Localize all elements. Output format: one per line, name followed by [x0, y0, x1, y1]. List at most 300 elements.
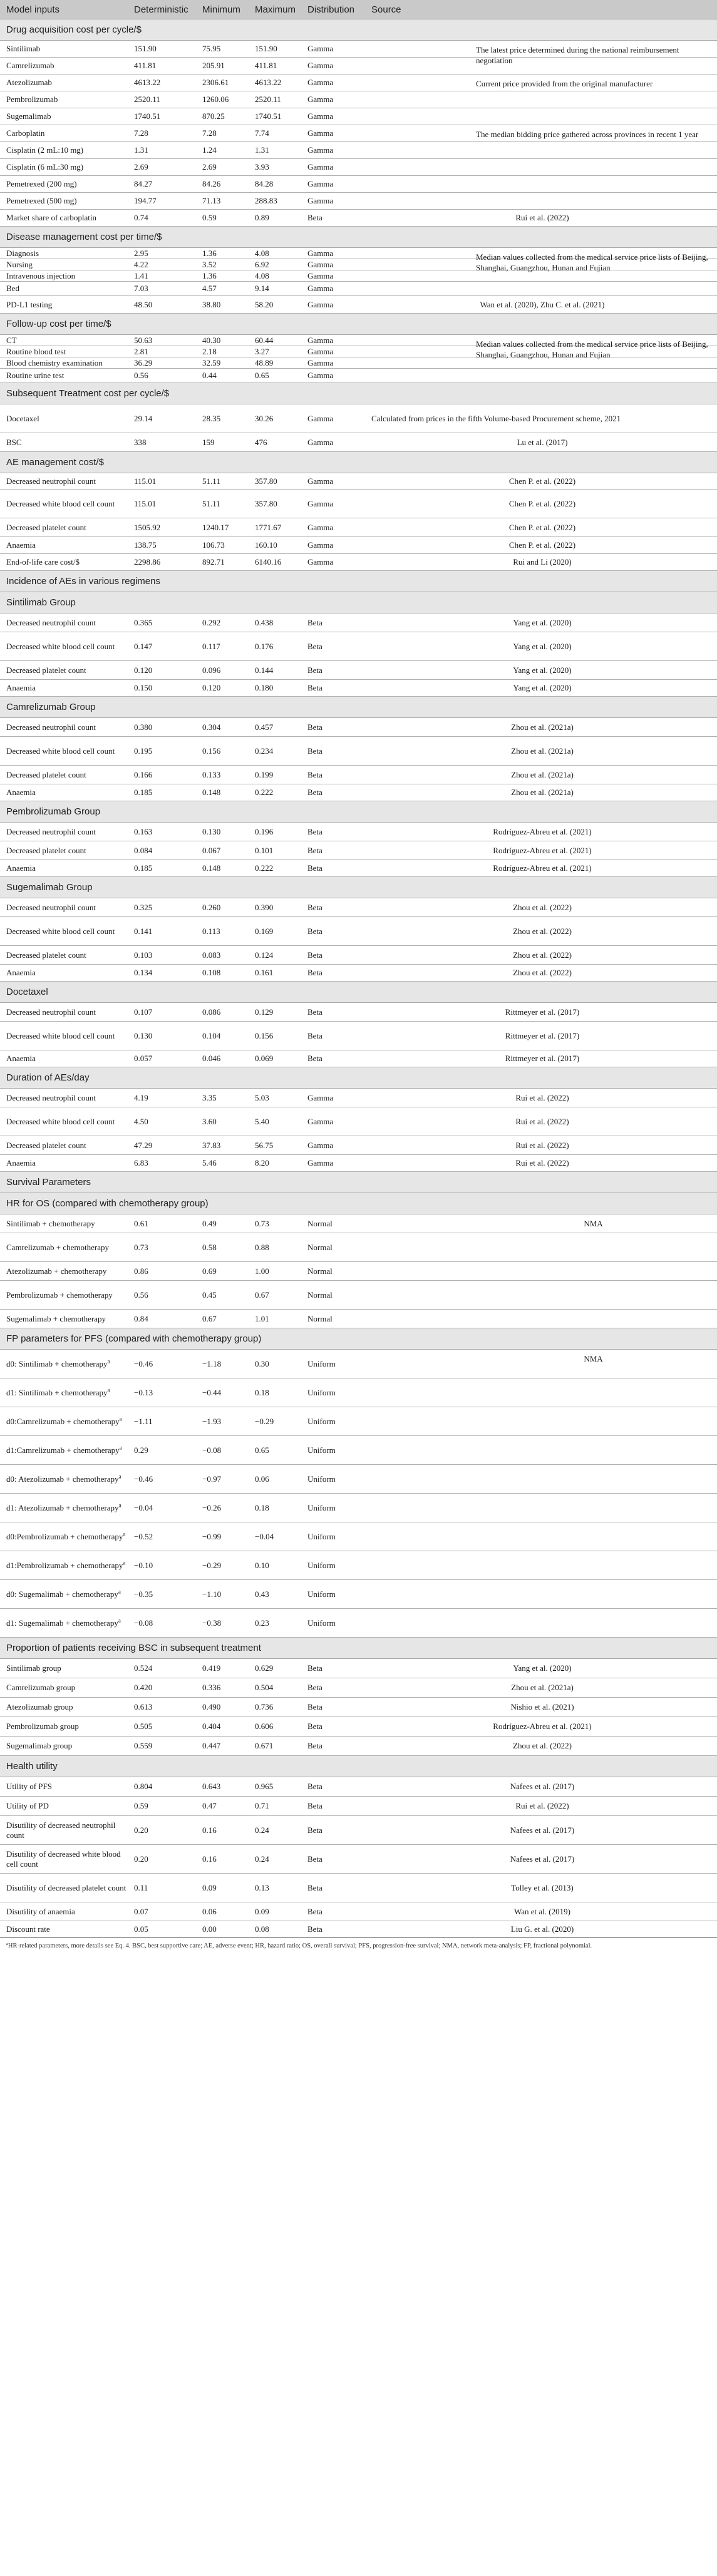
cell-model-input-text: Decreased white blood cell count: [6, 1116, 115, 1126]
cell-distribution: Beta: [307, 1924, 322, 1934]
cell-model-input-text: Decreased white blood cell count: [6, 498, 115, 508]
cell-model-input-text: Anaemia: [6, 1158, 36, 1167]
table-row: [0, 841, 717, 860]
cell-model-input-text: d0: Sintilimab + chemotherapy: [6, 1358, 108, 1368]
cell-model-input-text: Disutility of anaemia: [6, 1906, 75, 1916]
cell-source: Rittmeyer et al. (2017): [505, 1054, 580, 1063]
cell-maximum: 0.965: [255, 1782, 274, 1791]
cell-distribution: Uniform: [307, 1618, 336, 1628]
cell-maximum: 60.44: [255, 335, 274, 345]
cell-minimum: 0.67: [202, 1313, 217, 1323]
table-row: [0, 784, 717, 801]
cell-deterministic: 0.86: [134, 1266, 148, 1276]
cell-maximum: 0.169: [255, 926, 274, 936]
table-footnote: ªHR-related parameters, more details see Eq. 4. BSC, best supportive care; AE, adverse event; HR, hazard ratio; OS, overall survival; PFS, progression-free survival; NMA, network meta-analysis; FP, fractional polynomial.: [0, 1937, 717, 1954]
cell-model-input: [0, 683, 132, 693]
cell-deterministic: 0.524: [134, 1663, 153, 1673]
cell-distribution: Gamma: [307, 270, 334, 280]
cell-model-input: [0, 1031, 132, 1041]
group-source: NMA: [584, 1354, 603, 1363]
cell-source: Wan et al. (2020), Zhu C. et al. (2021): [480, 299, 605, 309]
cell-model-input: [0, 968, 132, 978]
cell-distribution: Gamma: [307, 196, 334, 205]
table-row: [0, 1816, 717, 1845]
cell-minimum: 1.36: [202, 248, 217, 258]
cell-deterministic: 7.03: [134, 284, 148, 293]
section-title: Camrelizumab Group: [6, 702, 96, 712]
cell-distribution: Gamma: [307, 540, 334, 550]
cell-distribution: Gamma: [307, 371, 334, 380]
cell-deterministic: 0.195: [134, 746, 153, 756]
cell-model-input: [0, 179, 132, 189]
cell-model-input: [0, 1054, 132, 1064]
cell-deterministic: −1.11: [134, 1416, 153, 1426]
cell-distribution: Beta: [307, 1054, 322, 1063]
cell-model-input-text: Pembrolizumab + chemotherapy: [6, 1290, 113, 1300]
table-row: [0, 766, 717, 784]
cell-maximum: 8.20: [255, 1158, 269, 1167]
cell-model-input-text: Decreased platelet count: [6, 1140, 86, 1150]
footnote-marker: a: [123, 1531, 126, 1537]
cell-minimum: 870.25: [202, 111, 225, 121]
cell-deterministic: 2.81: [134, 346, 148, 356]
row-group: [0, 125, 717, 210]
cell-model-input-text: d0:Camrelizumab + chemotherapy: [6, 1416, 120, 1426]
cell-model-input: [0, 249, 132, 259]
cell-deterministic: −0.04: [134, 1502, 153, 1512]
cell-model-input: [0, 371, 132, 381]
cell-model-input-text: d0: Sugemalimab + chemotherapy: [6, 1589, 118, 1599]
cell-distribution: Beta: [307, 902, 322, 912]
table-row: [0, 1874, 717, 1902]
footnote-marker: a: [123, 1560, 126, 1566]
cell-source: Zhou et al. (2021a): [511, 769, 574, 779]
section-header: [0, 452, 717, 473]
cell-model-input: [0, 111, 132, 121]
cell-model-input-text: Camrelizumab: [6, 61, 54, 70]
cell-deterministic: 0.130: [134, 1030, 153, 1040]
cell-minimum: 0.44: [202, 371, 217, 380]
cell-model-input-text: Utility of PD: [6, 1801, 49, 1810]
cell-deterministic: 0.103: [134, 950, 153, 960]
cell-deterministic: 0.166: [134, 769, 153, 779]
section-header: [0, 1328, 717, 1350]
cell-model-input: [0, 1314, 132, 1324]
cell-deterministic: 0.163: [134, 826, 153, 836]
cell-model-input: [0, 665, 132, 675]
cell-minimum: 1.36: [202, 270, 217, 280]
cell-model-input-text: Atezolizumab: [6, 78, 52, 87]
cell-deterministic: 50.63: [134, 335, 153, 345]
cell-source: Zhou et al. (2022): [513, 926, 572, 936]
cell-source: Zhou et al. (2021a): [511, 722, 574, 732]
table-row: [0, 1551, 717, 1580]
cell-model-input: [0, 1663, 132, 1673]
cell-model-input: [0, 336, 132, 346]
cell-model-input-text: Discount rate: [6, 1924, 50, 1934]
cell-source: Zhou et al. (2021a): [511, 788, 574, 797]
table-row: [0, 718, 717, 737]
cell-distribution: Uniform: [307, 1445, 336, 1455]
col-header-input: Model inputs: [6, 4, 60, 15]
cell-deterministic: 0.804: [134, 1782, 153, 1791]
table-row: [0, 369, 717, 383]
cell-model-input: [0, 722, 132, 732]
table-row: [0, 296, 717, 314]
footnote-marker: a: [119, 1416, 122, 1422]
cell-minimum: 38.80: [202, 299, 221, 309]
cell-model-input-text: Nursing: [6, 259, 33, 269]
cell-model-input-text: Pemetrexed (500 mg): [6, 196, 77, 205]
cell-minimum: −1.18: [202, 1358, 222, 1368]
cell-source: Liu G. et al. (2020): [510, 1924, 574, 1934]
table-row: [0, 1003, 717, 1022]
cell-model-input-text: Disutility of decreased white blood cell count: [6, 1849, 121, 1869]
table-row: [0, 1050, 717, 1067]
cell-source: Rodríguez-Abreu et al. (2021): [493, 845, 592, 855]
section-header: [0, 227, 717, 248]
cell-distribution: Beta: [307, 1683, 322, 1692]
row-group: [0, 41, 717, 74]
group-source: Median values collected from the medical service price lists of Beijing, Shanghai, Guangzhou, Hunan and Fujian: [476, 252, 708, 272]
cell-distribution: Gamma: [307, 1140, 334, 1150]
cell-model-input: [0, 476, 132, 486]
cell-maximum: 0.144: [255, 665, 274, 675]
cell-deterministic: 0.141: [134, 926, 153, 936]
cell-distribution: Normal: [307, 1290, 333, 1300]
section-title: Follow-up cost per time/$: [6, 319, 111, 329]
cell-distribution: Beta: [307, 641, 322, 651]
row-group: [0, 74, 717, 125]
cell-deterministic: 47.29: [134, 1140, 153, 1150]
cell-minimum: 0.16: [202, 1854, 217, 1864]
cell-distribution: Beta: [307, 1030, 322, 1040]
cell-maximum: 0.629: [255, 1663, 274, 1673]
cell-minimum: 0.096: [202, 665, 221, 675]
cell-model-input-text: d1: Sintilimab + chemotherapy: [6, 1387, 108, 1397]
cell-model-input: [0, 1532, 132, 1542]
section-title: Sintilimab Group: [6, 597, 76, 608]
cell-minimum: 32.59: [202, 357, 221, 367]
cell-maximum: −0.04: [255, 1531, 274, 1541]
cell-distribution: Uniform: [307, 1589, 336, 1599]
cell-deterministic: −0.10: [134, 1560, 153, 1570]
cell-minimum: 0.083: [202, 950, 221, 960]
cell-deterministic: 0.20: [134, 1825, 148, 1835]
footnote-marker: a: [118, 1589, 121, 1595]
cell-distribution: Uniform: [307, 1531, 336, 1541]
cell-model-input-text: Sugemalimab + chemotherapy: [6, 1313, 106, 1323]
cell-maximum: 0.88: [255, 1242, 269, 1252]
cell-deterministic: 151.90: [134, 44, 157, 53]
cell-model-input-text: d0: Atezolizumab + chemotherapy: [6, 1474, 119, 1484]
cell-deterministic: 0.20: [134, 1854, 148, 1864]
section-header: [0, 1172, 717, 1193]
cell-model-input-text: Sugemalimab group: [6, 1741, 73, 1750]
cell-source: Rui et al. (2022): [515, 1801, 569, 1810]
cell-model-input-text: Routine urine test: [6, 371, 64, 380]
cell-distribution: Beta: [307, 1741, 322, 1750]
cell-distribution: Gamma: [307, 128, 334, 138]
cell-maximum: 0.069: [255, 1054, 274, 1063]
cell-deterministic: 0.420: [134, 1683, 153, 1692]
cell-deterministic: −0.08: [134, 1618, 153, 1628]
cell-minimum: 7.28: [202, 128, 217, 138]
cell-deterministic: 194.77: [134, 196, 157, 205]
cell-source: Yang et al. (2020): [513, 641, 572, 651]
table-row: [0, 898, 717, 917]
cell-source: Zhou et al. (2021a): [511, 1683, 574, 1692]
cell-model-input: [0, 196, 132, 206]
cell-minimum: 0.06: [202, 1906, 217, 1916]
cell-model-input-text: Decreased white blood cell count: [6, 746, 115, 756]
cell-model-input: [0, 271, 132, 281]
cell-minimum: −0.26: [202, 1502, 222, 1512]
cell-source: Yang et al. (2020): [513, 683, 572, 692]
cell-model-input: [0, 260, 132, 270]
cell-maximum: 0.156: [255, 1030, 274, 1040]
footnote-marker: a: [118, 1502, 121, 1509]
cell-maximum: 0.73: [255, 1218, 269, 1228]
cell-minimum: 0.45: [202, 1290, 217, 1300]
cell-model-input-text: d1:Pembrolizumab + chemotherapy: [6, 1560, 123, 1570]
cell-deterministic: 0.505: [134, 1722, 153, 1731]
cell-model-input: [0, 213, 132, 223]
cell-minimum: 0.69: [202, 1266, 217, 1276]
cell-distribution: Gamma: [307, 145, 334, 155]
cell-model-input-text: Bed: [6, 284, 19, 293]
cell-deterministic: 2520.11: [134, 95, 160, 104]
cell-model-input: [0, 1924, 132, 1934]
group-source: Current price provided from the original manufacturer: [476, 79, 653, 88]
cell-deterministic: 1505.92: [134, 522, 161, 532]
cell-model-input-text: d1: Sugemalimab + chemotherapy: [6, 1618, 118, 1628]
cell-maximum: 0.438: [255, 617, 274, 627]
cell-minimum: 37.83: [202, 1140, 221, 1150]
cell-deterministic: 48.50: [134, 299, 153, 309]
cell-model-input-text: Decreased neutrophil count: [6, 476, 96, 486]
col-header-maximum: Maximum: [255, 4, 296, 15]
cell-deterministic: 0.380: [134, 722, 153, 732]
cell-minimum: 3.35: [202, 1092, 217, 1102]
table-row: [0, 946, 717, 965]
section-title: FP parameters for PFS (compared with chemotherapy group): [6, 1333, 262, 1344]
cell-model-input-text: d1:Camrelizumab + chemotherapy: [6, 1445, 120, 1455]
table-row: [0, 1717, 717, 1737]
table-row: [0, 91, 717, 108]
cell-maximum: 4.08: [255, 270, 269, 280]
cell-model-input-text: Pemetrexed (200 mg): [6, 179, 77, 188]
cell-model-input-text: Camrelizumab group: [6, 1683, 76, 1692]
cell-maximum: 0.222: [255, 863, 274, 873]
cell-model-input-text: Decreased platelet count: [6, 665, 86, 675]
cell-model-input-text: Anaemia: [6, 788, 36, 797]
cell-model-input-text: BSC: [6, 437, 22, 447]
table-row: [0, 1580, 717, 1609]
section-header: [0, 1067, 717, 1089]
cell-source: Yang et al. (2020): [513, 1663, 572, 1673]
cell-deterministic: 0.11: [134, 1882, 148, 1892]
cell-deterministic: 0.150: [134, 683, 153, 692]
cell-minimum: 892.71: [202, 557, 225, 567]
table-row: [0, 1737, 717, 1756]
cell-model-input: [0, 414, 132, 424]
table-row: [0, 1698, 717, 1717]
cell-minimum: 2.18: [202, 346, 217, 356]
cell-source: Lu et al. (2017): [517, 437, 568, 447]
col-header-minimum: Minimum: [202, 4, 240, 15]
cell-maximum: 0.13: [255, 1882, 269, 1892]
cell-model-input-text: Pembrolizumab: [6, 95, 58, 104]
cell-model-input: [0, 540, 132, 550]
cell-maximum: 1740.51: [255, 111, 282, 121]
cell-distribution: Beta: [307, 1007, 322, 1017]
cell-distribution: Beta: [307, 683, 322, 692]
table-row: [0, 613, 717, 632]
table-row: [0, 473, 717, 490]
cell-model-input: [0, 1782, 132, 1792]
cell-model-input: [0, 1820, 132, 1840]
cell-maximum: 0.390: [255, 902, 274, 912]
cell-model-input: [0, 1722, 132, 1732]
cell-model-input: [0, 1117, 132, 1127]
cell-model-input: [0, 1243, 132, 1253]
section-header: [0, 697, 717, 718]
table-row: [0, 632, 717, 661]
cell-maximum: 0.199: [255, 769, 274, 779]
cell-maximum: 2520.11: [255, 95, 281, 104]
cell-minimum: 0.47: [202, 1801, 217, 1810]
cell-minimum: −0.08: [202, 1445, 222, 1455]
cell-model-input-text: Anaemia: [6, 863, 36, 873]
cell-maximum: 0.176: [255, 641, 274, 651]
cell-model-input: [0, 128, 132, 138]
table-row: [0, 282, 717, 296]
cell-model-input: [0, 1007, 132, 1017]
cell-minimum: 0.130: [202, 826, 221, 836]
cell-source: Nafees et al. (2017): [510, 1782, 575, 1791]
cell-deterministic: −0.46: [134, 1358, 153, 1368]
cell-distribution: Beta: [307, 213, 322, 222]
cell-source: Nishio et al. (2021): [510, 1702, 574, 1711]
cell-deterministic: 0.559: [134, 1741, 153, 1750]
cell-maximum: 0.09: [255, 1906, 269, 1916]
cell-minimum: 40.30: [202, 335, 221, 345]
cell-distribution: Gamma: [307, 284, 334, 293]
cell-deterministic: −0.52: [134, 1531, 153, 1541]
cell-maximum: 0.504: [255, 1683, 274, 1692]
cell-distribution: Gamma: [307, 357, 334, 367]
cell-model-input: [0, 950, 132, 960]
table-row: [0, 404, 717, 433]
cell-source: Yang et al. (2020): [513, 617, 572, 627]
cell-distribution: Beta: [307, 863, 322, 873]
table-row: [0, 1678, 717, 1698]
cell-maximum: 3.27: [255, 346, 269, 356]
table-row: [0, 1233, 717, 1262]
cell-deterministic: 0.05: [134, 1924, 148, 1934]
row-group: [0, 335, 717, 383]
cell-minimum: 0.108: [202, 968, 221, 977]
section-title: HR for OS (compared with chemotherapy group): [6, 1198, 209, 1209]
cell-model-input: [0, 1445, 132, 1455]
cell-model-input-text: Decreased neutrophil count: [6, 826, 96, 836]
cell-deterministic: 1.41: [134, 270, 148, 280]
cell-source: Rodríguez-Abreu et al. (2021): [493, 826, 592, 836]
cell-maximum: 476: [255, 437, 267, 447]
cell-maximum: 3.93: [255, 162, 269, 172]
cell-maximum: 411.81: [255, 61, 277, 70]
cell-maximum: 48.89: [255, 357, 274, 367]
cell-source: Wan et al. (2019): [514, 1906, 570, 1916]
cell-source: Zhou et al. (2021a): [511, 746, 574, 756]
table-row: [0, 1262, 717, 1281]
cell-deterministic: 0.56: [134, 371, 148, 380]
row-group: [0, 1350, 717, 1638]
cell-distribution: Gamma: [307, 248, 334, 258]
cell-minimum: 0.09: [202, 1882, 217, 1892]
footnote-marker: a: [107, 1387, 110, 1393]
table-row: [0, 1902, 717, 1921]
cell-model-input: [0, 438, 132, 448]
cell-model-input: [0, 827, 132, 837]
table-row: [0, 193, 717, 210]
cell-model-input-text: Routine blood test: [6, 346, 66, 356]
cell-deterministic: 0.73: [134, 1242, 148, 1252]
cell-maximum: 5.40: [255, 1116, 269, 1126]
cell-model-input-text: End-of-life care cost/$: [6, 557, 80, 567]
cell-minimum: 0.59: [202, 213, 217, 222]
cell-distribution: Gamma: [307, 557, 334, 567]
cell-model-input-text: Decreased neutrophil count: [6, 902, 96, 912]
cell-model-input: [0, 788, 132, 798]
section-header: [0, 1193, 717, 1214]
cell-maximum: 0.24: [255, 1854, 269, 1864]
cell-distribution: Beta: [307, 1801, 322, 1810]
cell-distribution: Gamma: [307, 44, 334, 53]
cell-distribution: Gamma: [307, 335, 334, 345]
cell-deterministic: 0.185: [134, 863, 153, 873]
table-row: [0, 965, 717, 982]
cell-minimum: 1240.17: [202, 522, 229, 532]
cell-maximum: 7.74: [255, 128, 269, 138]
cell-source: Chen P. et al. (2022): [508, 498, 576, 508]
cell-model-input-text: Sintilimab: [6, 44, 41, 53]
cell-maximum: 0.18: [255, 1387, 269, 1397]
cell-deterministic: 84.27: [134, 179, 153, 188]
section-header: [0, 571, 717, 592]
cell-distribution: Beta: [307, 926, 322, 936]
table-row: [0, 1155, 717, 1172]
group-source: Median values collected from the medical service price lists of Beijing, Shanghai, Guangzhou, Hunan and Fujian: [476, 339, 708, 359]
cell-distribution: Uniform: [307, 1474, 336, 1484]
table-row: [0, 1921, 717, 1937]
cell-model-input: [0, 1093, 132, 1103]
cell-maximum: 0.06: [255, 1474, 269, 1484]
table-row: [0, 1777, 717, 1797]
table-row: [0, 1281, 717, 1310]
cell-model-input-text: Decreased platelet count: [6, 845, 86, 855]
cell-distribution: Gamma: [307, 413, 334, 423]
cell-source: Rittmeyer et al. (2017): [505, 1007, 580, 1017]
cell-deterministic: 0.61: [134, 1218, 148, 1228]
cell-minimum: 0.156: [202, 746, 221, 756]
cell-deterministic: −0.35: [134, 1589, 153, 1599]
cell-source: Chen P. et al. (2022): [508, 522, 576, 532]
cell-maximum: 160.10: [255, 540, 277, 550]
cell-model-input: [0, 61, 132, 71]
cell-distribution: Beta: [307, 826, 322, 836]
